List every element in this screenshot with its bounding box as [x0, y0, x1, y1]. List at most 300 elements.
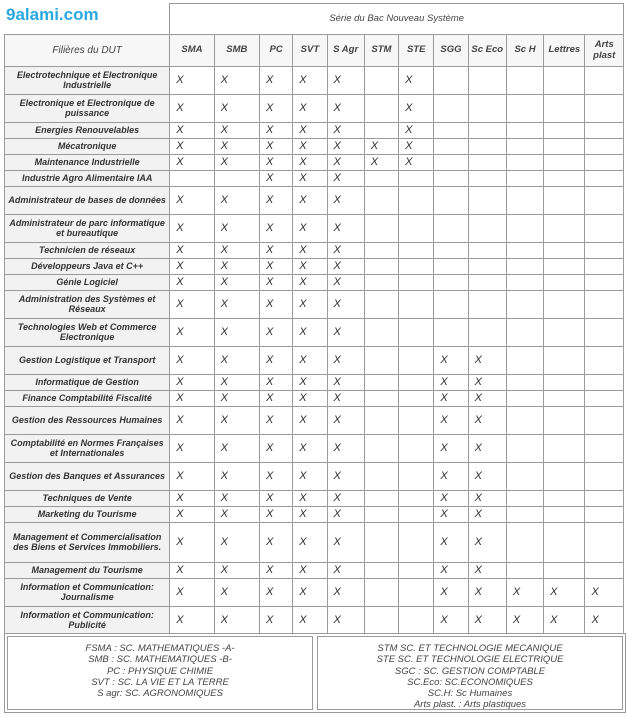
- filiere-name: Développeurs Java et C++: [5, 259, 170, 275]
- eligibility-mark: X: [327, 95, 364, 123]
- eligibility-mark: X: [468, 491, 506, 507]
- table-row: [5, 259, 624, 275]
- eligibility-mark: X: [170, 579, 214, 607]
- eligibility-mark: [506, 491, 543, 507]
- eligibility-mark: [506, 463, 543, 491]
- eligibility-mark: [544, 435, 585, 463]
- eligibility-mark: [544, 319, 585, 347]
- eligibility-mark: [364, 215, 398, 243]
- eligibility-mark: [585, 123, 624, 139]
- eligibility-mark: [364, 507, 398, 523]
- filiere-name: Technologies Web et Commerce Electronique: [5, 319, 170, 347]
- eligibility-mark: [506, 259, 543, 275]
- column-header: SVT: [293, 35, 327, 67]
- eligibility-mark: [364, 275, 398, 291]
- table-row: [5, 275, 624, 291]
- eligibility-mark: X: [327, 607, 364, 635]
- eligibility-mark: X: [170, 275, 214, 291]
- eligibility-mark: X: [293, 507, 327, 523]
- eligibility-mark: [399, 375, 434, 391]
- eligibility-mark: [544, 491, 585, 507]
- table-row: [5, 67, 624, 95]
- eligibility-mark: X: [468, 347, 506, 375]
- eligibility-mark: [544, 291, 585, 319]
- eligibility-mark: [585, 491, 624, 507]
- eligibility-mark: X: [260, 291, 293, 319]
- eligibility-mark: [434, 275, 468, 291]
- eligibility-mark: X: [434, 435, 468, 463]
- eligibility-mark: [364, 171, 398, 187]
- eligibility-mark: [399, 291, 434, 319]
- filiere-name: Administration des Systèmes et Réseaux: [5, 291, 170, 319]
- eligibility-mark: [544, 155, 585, 171]
- eligibility-mark: X: [434, 579, 468, 607]
- eligibility-mark: [364, 123, 398, 139]
- eligibility-mark: X: [293, 391, 327, 407]
- eligibility-mark: X: [260, 563, 293, 579]
- eligibility-mark: X: [434, 391, 468, 407]
- eligibility-mark: X: [260, 243, 293, 259]
- column-header: STM: [364, 35, 398, 67]
- table-row: [5, 491, 624, 507]
- eligibility-mark: X: [214, 67, 259, 95]
- filiere-name: Gestion des Banques et Assurances: [5, 463, 170, 491]
- eligibility-mark: [585, 215, 624, 243]
- filiere-name: Electronique et Electronique de puissance: [5, 95, 170, 123]
- eligibility-mark: X: [214, 259, 259, 275]
- eligibility-mark: X: [293, 139, 327, 155]
- filiere-name: Informatique de Gestion: [5, 375, 170, 391]
- eligibility-mark: [544, 67, 585, 95]
- eligibility-mark: X: [327, 275, 364, 291]
- eligibility-mark: X: [260, 347, 293, 375]
- eligibility-mark: X: [327, 523, 364, 563]
- filiere-name: Génie Logiciel: [5, 275, 170, 291]
- eligibility-mark: [585, 139, 624, 155]
- eligibility-mark: [585, 347, 624, 375]
- eligibility-mark: [434, 139, 468, 155]
- eligibility-mark: [585, 67, 624, 95]
- legend-item: S agr: SC. AGRONOMIQUES: [97, 688, 223, 700]
- eligibility-mark: X: [293, 123, 327, 139]
- eligibility-mark: X: [170, 243, 214, 259]
- eligibility-mark: X: [214, 139, 259, 155]
- eligibility-mark: [506, 275, 543, 291]
- table-row: [5, 155, 624, 171]
- eligibility-mark: [434, 187, 468, 215]
- eligibility-mark: X: [260, 435, 293, 463]
- eligibility-mark: X: [327, 67, 364, 95]
- eligibility-mark: X: [327, 491, 364, 507]
- eligibility-mark: X: [434, 347, 468, 375]
- site-logo[interactable]: 9alami.com: [6, 5, 99, 24]
- eligibility-mark: X: [399, 67, 434, 95]
- eligibility-mark: X: [170, 407, 214, 435]
- eligibility-mark: [544, 215, 585, 243]
- eligibility-mark: X: [214, 187, 259, 215]
- eligibility-mark: [434, 95, 468, 123]
- filiere-name: Marketing du Tourisme: [5, 507, 170, 523]
- eligibility-mark: X: [293, 563, 327, 579]
- eligibility-mark: [468, 291, 506, 319]
- eligibility-mark: [434, 123, 468, 139]
- eligibility-mark: [434, 155, 468, 171]
- column-header: S Agr: [327, 35, 364, 67]
- column-header: PC: [260, 35, 293, 67]
- filiere-name: Mécatronique: [5, 139, 170, 155]
- eligibility-mark: X: [170, 507, 214, 523]
- eligibility-mark: X: [434, 563, 468, 579]
- legend-left: [7, 636, 313, 710]
- eligibility-mark: X: [260, 391, 293, 407]
- eligibility-mark: X: [260, 375, 293, 391]
- eligibility-mark: [544, 259, 585, 275]
- table-row: [5, 435, 624, 463]
- eligibility-mark: X: [327, 171, 364, 187]
- table-row: [5, 171, 624, 187]
- eligibility-mark: X: [468, 407, 506, 435]
- column-header: SGG: [434, 35, 468, 67]
- eligibility-mark: X: [293, 95, 327, 123]
- eligibility-mark: [585, 523, 624, 563]
- eligibility-mark: [364, 407, 398, 435]
- eligibility-mark: X: [260, 171, 293, 187]
- table-row: [5, 523, 624, 563]
- eligibility-mark: X: [327, 319, 364, 347]
- eligibility-mark: X: [260, 407, 293, 435]
- eligibility-mark: X: [214, 291, 259, 319]
- eligibility-mark: X: [214, 319, 259, 347]
- eligibility-mark: [506, 123, 543, 139]
- eligibility-mark: [585, 187, 624, 215]
- eligibility-mark: [585, 407, 624, 435]
- eligibility-mark: X: [327, 463, 364, 491]
- eligibility-mark: X: [327, 347, 364, 375]
- eligibility-mark: X: [327, 563, 364, 579]
- eligibility-mark: [399, 463, 434, 491]
- eligibility-mark: X: [327, 259, 364, 275]
- eligibility-mark: X: [214, 507, 259, 523]
- eligibility-mark: [399, 243, 434, 259]
- legend-item: STE SC. ET TECHNOLOGIE ELECTRIQUE: [376, 654, 564, 666]
- eligibility-mark: X: [260, 491, 293, 507]
- eligibility-mark: [585, 291, 624, 319]
- column-header: Sc H: [506, 35, 543, 67]
- eligibility-mark: [585, 243, 624, 259]
- eligibility-mark: [506, 139, 543, 155]
- filiere-name: Techniques de Vente: [5, 491, 170, 507]
- eligibility-mark: X: [214, 435, 259, 463]
- eligibility-mark: [434, 243, 468, 259]
- table-row: [5, 463, 624, 491]
- eligibility-mark: X: [468, 391, 506, 407]
- eligibility-mark: [364, 607, 398, 635]
- eligibility-mark: [468, 259, 506, 275]
- table-row: [5, 563, 624, 579]
- legend-item: Arts plast. : Arts plastiques: [413, 699, 527, 711]
- eligibility-mark: [585, 463, 624, 491]
- eligibility-mark: [364, 375, 398, 391]
- eligibility-mark: [364, 463, 398, 491]
- eligibility-mark: [399, 259, 434, 275]
- eligibility-mark: X: [214, 347, 259, 375]
- filiere-name: Gestion Logistique et Transport: [5, 347, 170, 375]
- eligibility-mark: [585, 275, 624, 291]
- table-row: [5, 215, 624, 243]
- eligibility-mark: X: [468, 607, 506, 635]
- eligibility-mark: [434, 215, 468, 243]
- eligibility-mark: X: [506, 607, 543, 635]
- eligibility-mark: [506, 523, 543, 563]
- eligibility-mark: [544, 523, 585, 563]
- eligibility-mark: X: [170, 463, 214, 491]
- eligibility-mark: [506, 319, 543, 347]
- eligibility-mark: X: [434, 375, 468, 391]
- eligibility-mark: [585, 435, 624, 463]
- legend-right: [317, 636, 623, 710]
- eligibility-mark: [506, 507, 543, 523]
- eligibility-mark: X: [327, 435, 364, 463]
- eligibility-mark: [468, 155, 506, 171]
- eligibility-mark: [585, 391, 624, 407]
- eligibility-mark: X: [293, 187, 327, 215]
- eligibility-mark: X: [214, 407, 259, 435]
- eligibility-mark: X: [293, 523, 327, 563]
- eligibility-mark: X: [170, 391, 214, 407]
- eligibility-mark: X: [170, 139, 214, 155]
- eligibility-mark: X: [260, 95, 293, 123]
- eligibility-mark: X: [214, 463, 259, 491]
- eligibility-mark: X: [468, 507, 506, 523]
- eligibility-mark: [506, 347, 543, 375]
- eligibility-mark: X: [214, 607, 259, 635]
- eligibility-mark: [585, 155, 624, 171]
- legend-item: SMB : SC. MATHEMATIQUES -B-: [88, 654, 232, 666]
- eligibility-mark: X: [293, 259, 327, 275]
- eligibility-mark: [399, 171, 434, 187]
- eligibility-mark: [399, 523, 434, 563]
- eligibility-mark: [434, 291, 468, 319]
- eligibility-mark: X: [327, 155, 364, 171]
- eligibility-mark: [506, 155, 543, 171]
- eligibility-mark: X: [468, 375, 506, 391]
- legend-item: SVT : SC. LA VIE ET LA TERRE: [91, 676, 229, 688]
- eligibility-mark: X: [214, 391, 259, 407]
- eligibility-mark: X: [293, 171, 327, 187]
- eligibility-mark: X: [293, 215, 327, 243]
- eligibility-mark: X: [260, 319, 293, 347]
- eligibility-mark: [468, 215, 506, 243]
- eligibility-mark: X: [214, 123, 259, 139]
- eligibility-mark: X: [214, 275, 259, 291]
- column-header: SMB: [214, 35, 259, 67]
- legend-item: FSMA : SC. MATHEMATIQUES -A-: [85, 643, 235, 654]
- eligibility-mark: X: [214, 215, 259, 243]
- eligibility-mark: [399, 435, 434, 463]
- eligibility-mark: X: [434, 491, 468, 507]
- eligibility-mark: X: [170, 187, 214, 215]
- eligibility-mark: X: [260, 67, 293, 95]
- eligibility-mark: [468, 243, 506, 259]
- eligibility-mark: [544, 375, 585, 391]
- eligibility-mark: X: [434, 607, 468, 635]
- eligibility-mark: X: [170, 67, 214, 95]
- eligibility-mark: X: [170, 319, 214, 347]
- eligibility-mark: X: [434, 523, 468, 563]
- eligibility-mark: X: [293, 407, 327, 435]
- eligibility-mark: [544, 347, 585, 375]
- eligibility-mark: X: [293, 579, 327, 607]
- eligibility-mark: X: [293, 463, 327, 491]
- table-row: [5, 243, 624, 259]
- table-row: [5, 579, 624, 607]
- eligibility-mark: X: [293, 155, 327, 171]
- eligibility-mark: X: [327, 407, 364, 435]
- eligibility-mark: [468, 275, 506, 291]
- table-row: [5, 123, 624, 139]
- filiere-name: Management et Commercialisation des Biens et Services Immobiliers.: [5, 523, 170, 563]
- eligibility-mark: X: [260, 215, 293, 243]
- eligibility-mark: [364, 259, 398, 275]
- eligibility-mark: X: [434, 463, 468, 491]
- eligibility-mark: [544, 391, 585, 407]
- eligibility-mark: X: [327, 243, 364, 259]
- eligibility-mark: [364, 563, 398, 579]
- column-header: Sc Eco: [468, 35, 506, 67]
- eligibility-mark: X: [399, 95, 434, 123]
- series-title: Série du Bac Nouveau Système: [170, 4, 624, 35]
- eligibility-mark: X: [170, 155, 214, 171]
- eligibility-mark: X: [468, 463, 506, 491]
- legend-item: SC.H: Sc Humaines: [427, 688, 513, 700]
- eligibility-mark: [399, 275, 434, 291]
- eligibility-mark: [399, 563, 434, 579]
- eligibility-mark: [399, 607, 434, 635]
- eligibility-mark: X: [170, 95, 214, 123]
- filiere-name: Gestion des Ressources Humaines: [5, 407, 170, 435]
- filiere-name: Finance Comptabilité Fiscalité: [5, 391, 170, 407]
- column-header: Lettres: [544, 35, 585, 67]
- eligibility-mark: [364, 523, 398, 563]
- eligibility-mark: [506, 375, 543, 391]
- eligibility-mark: [506, 171, 543, 187]
- eligibility-mark: X: [293, 435, 327, 463]
- eligibility-mark: [399, 215, 434, 243]
- table-row: [5, 407, 624, 435]
- eligibility-mark: [506, 95, 543, 123]
- table-row: [5, 391, 624, 407]
- eligibility-mark: [434, 319, 468, 347]
- eligibility-mark: [399, 187, 434, 215]
- eligibility-mark: [399, 347, 434, 375]
- eligibility-mark: X: [293, 607, 327, 635]
- column-header: SMA: [170, 35, 214, 67]
- eligibility-mark: [544, 95, 585, 123]
- eligibility-mark: [585, 259, 624, 275]
- eligibility-mark: [468, 95, 506, 123]
- eligibility-mark: [434, 171, 468, 187]
- table-row: [5, 95, 624, 123]
- eligibility-mark: [170, 171, 214, 187]
- eligibility-mark: [364, 347, 398, 375]
- eligibility-mark: X: [293, 243, 327, 259]
- filiere-name: Administrateur de bases de données: [5, 187, 170, 215]
- filiere-name: Industrie Agro Alimentaire IAA: [5, 171, 170, 187]
- eligibility-mark: X: [327, 579, 364, 607]
- eligibility-mark: [506, 67, 543, 95]
- eligibility-mark: [585, 507, 624, 523]
- eligibility-mark: [214, 171, 259, 187]
- column-header: Arts plast: [585, 35, 624, 67]
- eligibility-mark: X: [260, 259, 293, 275]
- eligibility-mark: X: [170, 259, 214, 275]
- eligibility-mark: [506, 291, 543, 319]
- eligibility-mark: X: [260, 123, 293, 139]
- eligibility-mark: [544, 507, 585, 523]
- eligibility-mark: [364, 187, 398, 215]
- eligibility-mark: [364, 391, 398, 407]
- eligibility-mark: [364, 67, 398, 95]
- filiere-name: Administrateur de parc informatique et bureautique: [5, 215, 170, 243]
- eligibility-mark: [544, 171, 585, 187]
- eligibility-mark: X: [468, 523, 506, 563]
- eligibility-mark: [364, 435, 398, 463]
- eligibility-mark: [399, 579, 434, 607]
- eligibility-mark: X: [170, 215, 214, 243]
- table-row: [5, 319, 624, 347]
- eligibility-mark: X: [170, 435, 214, 463]
- filiere-name: Information et Communication: Publicité: [5, 607, 170, 635]
- eligibility-mark: X: [260, 579, 293, 607]
- eligibility-mark: [506, 563, 543, 579]
- eligibility-mark: [544, 407, 585, 435]
- eligibility-mark: X: [214, 523, 259, 563]
- eligibility-mark: X: [260, 275, 293, 291]
- eligibility-mark: X: [506, 579, 543, 607]
- eligibility-mark: X: [585, 579, 624, 607]
- eligibility-mark: [468, 187, 506, 215]
- eligibility-mark: X: [260, 187, 293, 215]
- table-row: [5, 507, 624, 523]
- eligibility-mark: [585, 319, 624, 347]
- eligibility-mark: [468, 123, 506, 139]
- eligibility-mark: [585, 95, 624, 123]
- legend-item: SC.Eco: SC.ECONOMIQUES: [407, 676, 533, 688]
- eligibility-mark: [434, 259, 468, 275]
- eligibility-mark: X: [468, 563, 506, 579]
- eligibility-mark: [364, 95, 398, 123]
- eligibility-mark: X: [293, 491, 327, 507]
- filiere-name: Information et Communication: Journalisme: [5, 579, 170, 607]
- table-row: [5, 375, 624, 391]
- eligibility-mark: X: [170, 563, 214, 579]
- dut-bac-table: [4, 3, 624, 635]
- eligibility-mark: X: [170, 607, 214, 635]
- eligibility-mark: X: [544, 579, 585, 607]
- legend: [4, 633, 626, 713]
- eligibility-mark: X: [399, 155, 434, 171]
- filiere-name: Management du Tourisme: [5, 563, 170, 579]
- eligibility-mark: X: [293, 347, 327, 375]
- eligibility-mark: [544, 123, 585, 139]
- filiere-name: Maintenance Industrielle: [5, 155, 170, 171]
- eligibility-mark: X: [293, 319, 327, 347]
- eligibility-mark: X: [170, 491, 214, 507]
- eligibility-mark: X: [214, 491, 259, 507]
- filiere-name: Comptabilité en Normes Françaises et Internationales: [5, 435, 170, 463]
- eligibility-mark: [506, 187, 543, 215]
- eligibility-mark: X: [327, 375, 364, 391]
